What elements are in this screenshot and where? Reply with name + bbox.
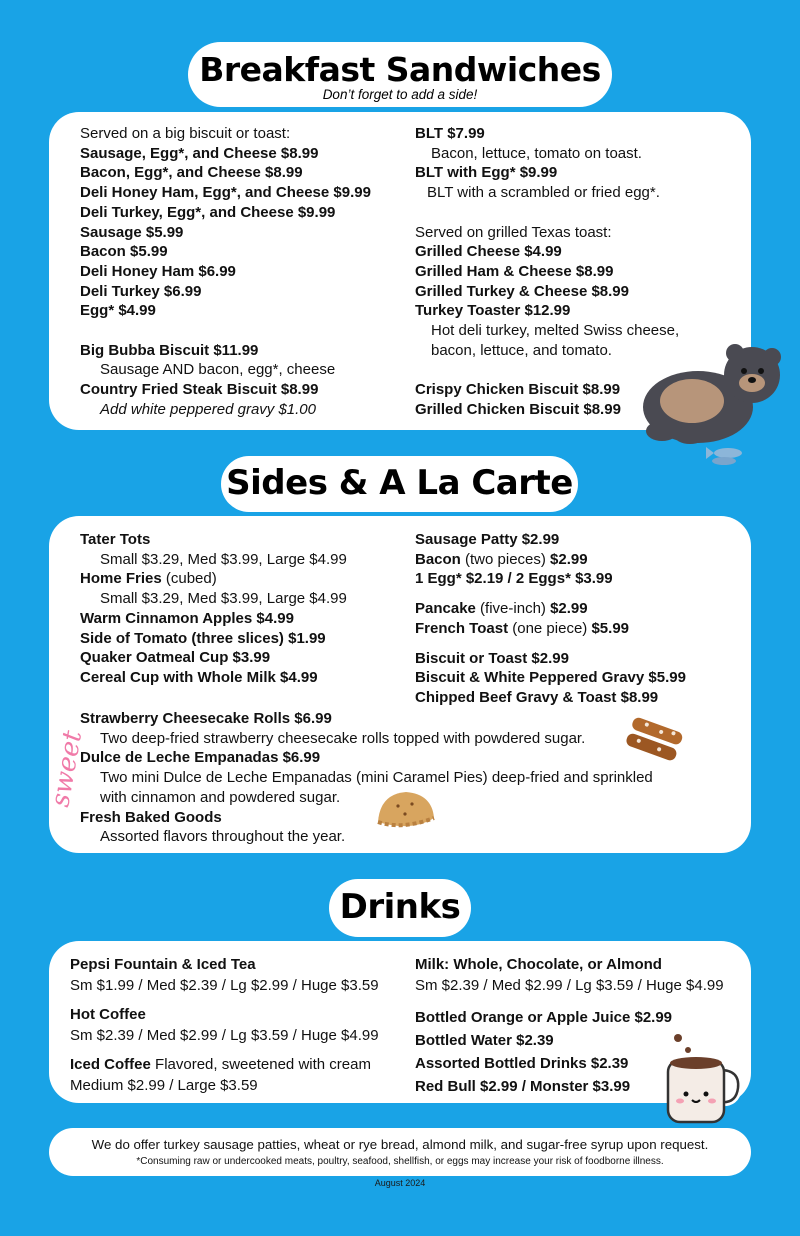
menu-item: Grilled Turkey & Cheese $8.99 [415,282,629,300]
menu-item: Deli Turkey $6.99 [80,282,202,300]
menu-item: Pepsi Fountain & Iced Tea [70,956,256,973]
texas-intro: Served on grilled Texas toast: [415,223,612,241]
menu-item-prices: Small $3.29, Med $3.99, Large $4.99 [100,550,347,568]
menu-item: Hot Coffee [70,1006,146,1023]
bear-illustration [640,345,790,470]
menu-item: Fresh Baked Goods [80,808,222,826]
menu-item: Grilled Chicken Biscuit $8.99 [415,400,621,418]
footer-note: We do offer turkey sausage patties, wheat or rye bread, almond milk, and sugar-free syrup upon request. [91,1137,709,1152]
menu-item: Warm Cinnamon Apples $4.99 [80,609,294,627]
menu-item: Tater Tots [80,531,151,548]
menu-item: 1 Egg* $2.19 / 2 Eggs* $3.99 [415,570,613,588]
cheesecake-rolls-illustration [622,716,686,764]
menu-item-description: Assorted flavors throughout the year. [100,828,346,846]
menu-item: Red Bull $2.99 / Monster $3.99 [415,1078,631,1095]
menu-item: Sausage $5.99 [80,223,184,241]
menu-item-prices: Sm $2.39 / Med $2.99 / Lg $3.59 / Huge $4.99 [415,976,724,994]
sides-right-column [415,530,686,708]
menu-item-prices: Sm $2.39 / Med $2.99 / Lg $3.59 / Huge $4.99 [70,1026,379,1044]
menu-item: Deli Honey Ham $6.99 [80,262,236,280]
menu-item: Cereal Cup with Whole Milk $4.99 [80,668,318,686]
sweets-section [80,709,653,847]
menu-item-description: Two deep-fried strawberry cheesecake rolls topped with powdered sugar. [100,729,586,747]
sides-title-pill [221,456,578,512]
breakfast-subtitle: Don’t forget to add a side! [322,87,478,102]
menu-item: Bottled Orange or Apple Juice $2.99 [415,1009,673,1026]
empanada-illustration [372,788,438,838]
menu-item: Strawberry Cheesecake Rolls $6.99 [80,710,332,727]
menu-item: Side of Tomato (three slices) $1.99 [80,629,326,647]
menu-item: Biscuit & White Peppered Gravy $5.99 [415,669,686,687]
menu-item: Bacon (two pieces) $2.99 [415,550,588,568]
menu-item-description: Two mini Dulce de Leche Empanadas (mini Caramel Pies) deep-fried and sprinkled [100,769,653,787]
menu-item-description: Bacon, lettuce, tomato on toast. [431,144,642,162]
menu-item: Bacon, Egg*, and Cheese $8.99 [80,164,303,182]
menu-item: Country Fried Steak Biscuit $8.99 [80,381,319,399]
menu-item: Sausage Patty $2.99 [415,531,560,548]
drinks-left-column [70,955,379,1096]
footer-date: August 2024 [374,1178,426,1188]
breakfast-title: Breakfast Sandwiches [199,50,601,89]
menu-item: Egg* $4.99 [80,302,156,320]
sweet-label [40,728,89,810]
menu-item: French Toast (one piece) $5.99 [415,619,630,637]
menu-item: Bacon $5.99 [80,243,168,261]
menu-item: Deli Turkey, Egg*, and Cheese $9.99 [80,203,336,221]
menu-item-description: with cinnamon and powdered sugar. [100,788,341,806]
footer-card [49,1128,751,1176]
menu-item: Sausage, Egg*, and Cheese $8.99 [80,144,319,162]
menu-item: BLT with Egg* $9.99 [415,164,558,182]
menu-item: Deli Honey Ham, Egg*, and Cheese $9.99 [80,184,371,202]
breakfast-intro: Served on a big biscuit or toast: [80,125,291,142]
menu-item: Dulce de Leche Empanadas $6.99 [80,749,321,767]
drinks-title: Drinks [339,887,461,927]
menu-item-description: BLT with a scrambled or fried egg*. [427,184,660,202]
menu-item: Home Fries (cubed) [80,570,217,588]
sides-left-column [80,530,347,688]
mug-illustration [662,1030,742,1126]
menu-item: Milk: Whole, Chocolate, or Almond [415,956,662,973]
menu-item-description: Add white peppered gravy $1.00 [100,400,316,418]
menu-item: Quaker Oatmeal Cup $3.99 [80,649,271,667]
menu-item: Grilled Cheese $4.99 [415,243,562,261]
drinks-title-pill [329,879,471,937]
menu-item: Turkey Toaster $12.99 [415,302,571,320]
sides-title: Sides & A La Carte [226,463,573,503]
menu-item: Grilled Ham & Cheese $8.99 [415,262,614,280]
menu-item-description: Hot deli turkey, melted Swiss cheese, [431,322,680,340]
menu-item: Crispy Chicken Biscuit $8.99 [415,381,621,399]
menu-item: Pancake (five-inch) $2.99 [415,600,588,618]
menu-item: Assorted Bottled Drinks $2.39 [415,1055,629,1072]
menu-item-description: Sausage AND bacon, egg*, cheese [100,361,336,379]
menu-item: BLT $7.99 [415,125,485,142]
menu-item-prices: Sm $1.99 / Med $2.39 / Lg $2.99 / Huge $3.59 [70,976,379,994]
svg-text:sweet: sweet [45,728,89,810]
breakfast-left-column [80,124,371,420]
menu-item: Chipped Beef Gravy & Toast $8.99 [415,688,659,706]
menu-item-prices: Small $3.29, Med $3.99, Large $4.99 [100,590,347,608]
menu-item: Bottled Water $2.39 [415,1032,554,1049]
menu-item: Big Bubba Biscuit $11.99 [80,341,259,359]
menu-item: Iced Coffee Flavored, sweetened with cream [70,1056,371,1073]
menu-item: Biscuit or Toast $2.99 [415,649,569,667]
menu-item-description: bacon, lettuce, and tomato. [431,341,612,359]
menu-item-prices: Medium $2.99 / Large $3.59 [70,1076,258,1094]
breakfast-title-pill [188,42,612,107]
footer-warning: *Consuming raw or undercooked meats, poultry, seafood, shellfish, or eggs may increase your risk of foodborne illness. [136,1156,664,1167]
